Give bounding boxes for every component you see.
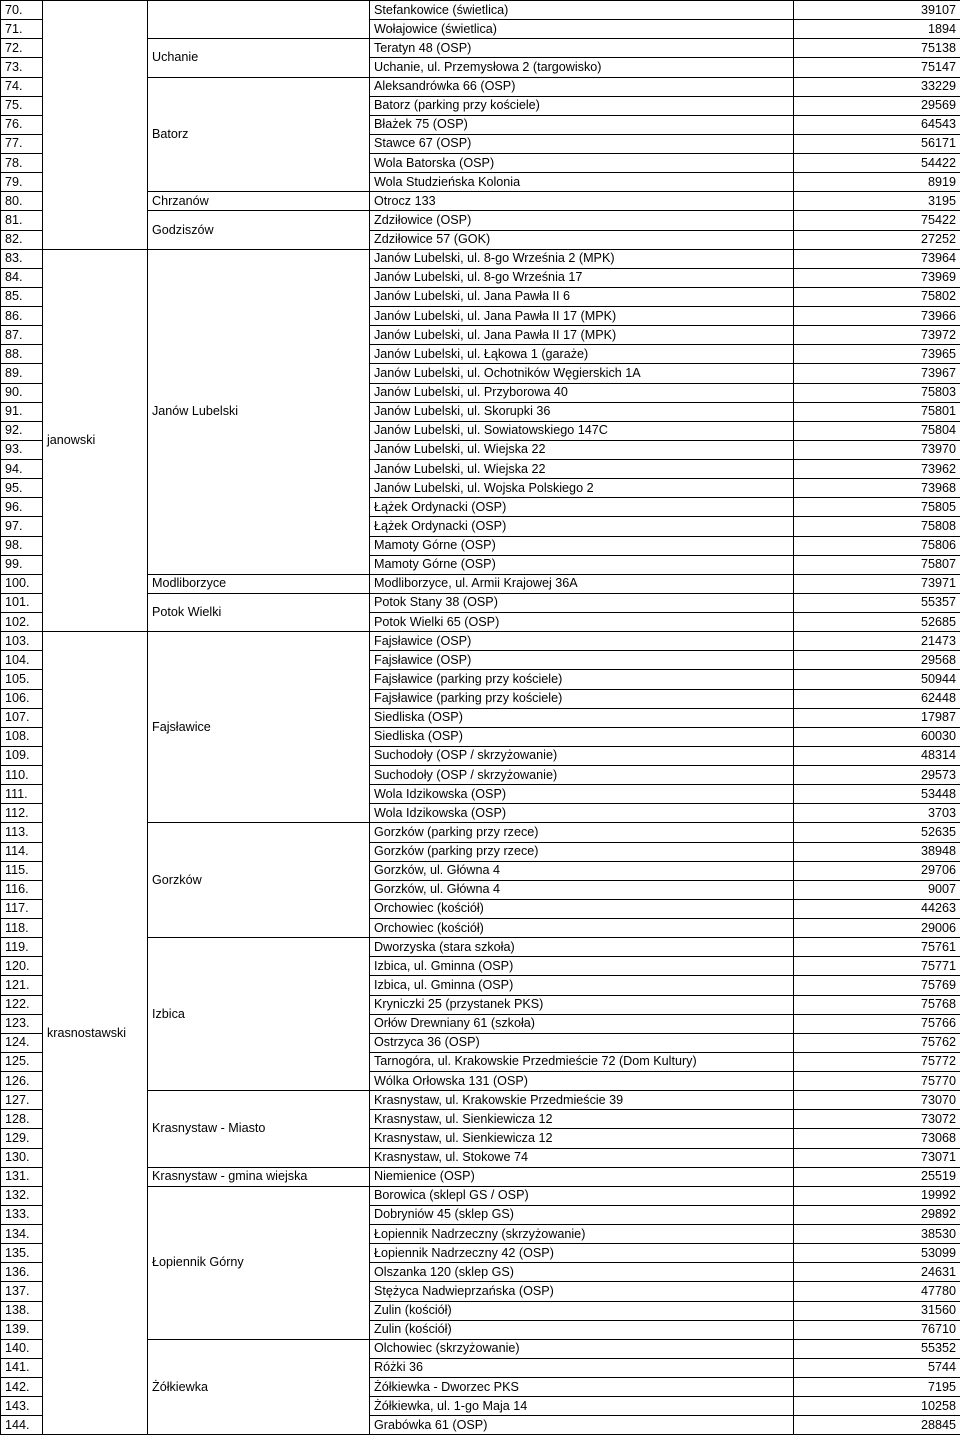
location-cell: Ostrzyca 36 (OSP) [370, 1033, 794, 1052]
location-cell: Janów Lubelski, ul. Przyborowa 40 [370, 383, 794, 402]
row-number: 97. [1, 517, 43, 536]
district-cell: krasnostawski [43, 632, 148, 1435]
row-number: 126. [1, 1072, 43, 1091]
gmina-cell: Potok Wielki [148, 593, 370, 631]
value-cell: 75802 [794, 287, 960, 306]
value-cell: 73967 [794, 364, 960, 383]
location-cell: Zdziłowice 57 (GOK) [370, 230, 794, 249]
row-number: 105. [1, 670, 43, 689]
location-cell: Batorz (parking przy kościele) [370, 96, 794, 115]
gmina-cell [148, 1, 370, 39]
location-cell: Zulin (kościół) [370, 1320, 794, 1339]
location-cell: Fajsławice (OSP) [370, 632, 794, 651]
value-cell: 73072 [794, 1110, 960, 1129]
value-cell: 21473 [794, 632, 960, 651]
location-cell: Grabówka 61 (OSP) [370, 1416, 794, 1435]
value-cell: 55352 [794, 1339, 960, 1358]
row-number: 143. [1, 1397, 43, 1416]
row-number: 96. [1, 498, 43, 517]
row-number: 140. [1, 1339, 43, 1358]
row-number: 111. [1, 785, 43, 804]
row-number: 81. [1, 211, 43, 230]
value-cell: 17987 [794, 708, 960, 727]
value-cell: 75769 [794, 976, 960, 995]
location-cell: Krasnystaw, ul. Sienkiewicza 12 [370, 1129, 794, 1148]
value-cell: 25519 [794, 1167, 960, 1186]
location-cell: Borowica (sklepl GS / OSP) [370, 1186, 794, 1205]
value-cell: 75761 [794, 938, 960, 957]
gmina-cell: Krasnystaw - gmina wiejska [148, 1167, 370, 1186]
value-cell: 75807 [794, 555, 960, 574]
value-cell: 73971 [794, 574, 960, 593]
location-cell: Janów Lubelski, ul. Łąkowa 1 (garaże) [370, 345, 794, 364]
value-cell: 29706 [794, 861, 960, 880]
location-cell: Orchowiec (kościół) [370, 919, 794, 938]
row-number: 144. [1, 1416, 43, 1435]
value-cell: 39107 [794, 1, 960, 20]
row-number: 121. [1, 976, 43, 995]
location-cell: Potok Wielki 65 (OSP) [370, 613, 794, 632]
location-cell: Wola Batorska (OSP) [370, 154, 794, 173]
row-number: 87. [1, 326, 43, 345]
row-number: 77. [1, 134, 43, 153]
value-cell: 38530 [794, 1225, 960, 1244]
gmina-cell: Janów Lubelski [148, 249, 370, 574]
row-number: 106. [1, 689, 43, 708]
location-cell: Łążek Ordynacki (OSP) [370, 517, 794, 536]
location-cell: Fajsławice (parking przy kościele) [370, 670, 794, 689]
value-cell: 73965 [794, 345, 960, 364]
row-number: 115. [1, 861, 43, 880]
row-number: 94. [1, 460, 43, 479]
row-number: 89. [1, 364, 43, 383]
location-cell: Izbica, ul. Gminna (OSP) [370, 957, 794, 976]
value-cell: 52635 [794, 823, 960, 842]
row-number: 78. [1, 154, 43, 173]
value-cell: 75805 [794, 498, 960, 517]
value-cell: 53448 [794, 785, 960, 804]
location-cell: Uchanie, ul. Przemysłowa 2 (targowisko) [370, 58, 794, 77]
row-number: 123. [1, 1014, 43, 1033]
row-number: 137. [1, 1282, 43, 1301]
location-cell: Janów Lubelski, ul. Jana Pawła II 6 [370, 287, 794, 306]
row-number: 132. [1, 1186, 43, 1205]
row-number: 116. [1, 880, 43, 899]
row-number: 70. [1, 1, 43, 20]
row-number: 128. [1, 1110, 43, 1129]
row-number: 142. [1, 1378, 43, 1397]
row-number: 85. [1, 287, 43, 306]
location-cell: Mamoty Górne (OSP) [370, 536, 794, 555]
location-cell: Potok Stany 38 (OSP) [370, 593, 794, 612]
value-cell: 75768 [794, 995, 960, 1014]
location-cell: Stężyca Nadwieprzańska (OSP) [370, 1282, 794, 1301]
location-cell: Janów Lubelski, ul. Jana Pawła II 17 (MPK) [370, 326, 794, 345]
location-cell: Stefankowice (świetlica) [370, 1, 794, 20]
value-cell: 75801 [794, 402, 960, 421]
value-cell: 73964 [794, 249, 960, 268]
value-cell: 29892 [794, 1205, 960, 1224]
row-number: 119. [1, 938, 43, 957]
row-number: 130. [1, 1148, 43, 1167]
location-cell: Aleksandrówka 66 (OSP) [370, 77, 794, 96]
location-cell: Fajsławice (OSP) [370, 651, 794, 670]
row-number: 125. [1, 1052, 43, 1071]
row-number: 108. [1, 727, 43, 746]
value-cell: 73071 [794, 1148, 960, 1167]
location-cell: Gorzków (parking przy rzece) [370, 842, 794, 861]
location-cell: Błażek 75 (OSP) [370, 115, 794, 134]
row-number: 113. [1, 823, 43, 842]
location-cell: Janów Lubelski, ul. Sowiatowskiego 147C [370, 421, 794, 440]
location-cell: Krasnystaw, ul. Stokowe 74 [370, 1148, 794, 1167]
value-cell: 9007 [794, 880, 960, 899]
location-cell: Niemienice (OSP) [370, 1167, 794, 1186]
location-cell: Zdziłowice (OSP) [370, 211, 794, 230]
value-cell: 28845 [794, 1416, 960, 1435]
location-cell: Dworzyska (stara szkoła) [370, 938, 794, 957]
location-cell: Gorzków, ul. Główna 4 [370, 861, 794, 880]
location-cell: Orłów Drewniany 61 (szkoła) [370, 1014, 794, 1033]
row-number: 92. [1, 421, 43, 440]
row-number: 103. [1, 632, 43, 651]
value-cell: 75803 [794, 383, 960, 402]
value-cell: 48314 [794, 746, 960, 765]
gmina-cell: Batorz [148, 77, 370, 192]
row-number: 117. [1, 899, 43, 918]
row-number: 124. [1, 1033, 43, 1052]
row-number: 134. [1, 1225, 43, 1244]
gmina-cell: Chrzanów [148, 192, 370, 211]
location-cell: Janów Lubelski, ul. Wojska Polskiego 2 [370, 479, 794, 498]
gmina-cell: Łopiennik Górny [148, 1186, 370, 1339]
value-cell: 73962 [794, 460, 960, 479]
row-number: 112. [1, 804, 43, 823]
row-number: 83. [1, 249, 43, 268]
value-cell: 73972 [794, 326, 960, 345]
gmina-cell: Modliborzyce [148, 574, 370, 593]
value-cell: 75138 [794, 39, 960, 58]
gmina-cell: Krasnystaw - Miasto [148, 1091, 370, 1168]
value-cell: 10258 [794, 1397, 960, 1416]
location-cell: Kryniczki 25 (przystanek PKS) [370, 995, 794, 1014]
value-cell: 24631 [794, 1263, 960, 1282]
row-number: 100. [1, 574, 43, 593]
row-number: 122. [1, 995, 43, 1014]
value-cell: 47780 [794, 1282, 960, 1301]
row-number: 129. [1, 1129, 43, 1148]
location-cell: Janów Lubelski, ul. Jana Pawła II 17 (MPK) [370, 307, 794, 326]
value-cell: 62448 [794, 689, 960, 708]
location-cell: Teratyn 48 (OSP) [370, 39, 794, 58]
row-number: 139. [1, 1320, 43, 1339]
value-cell: 55357 [794, 593, 960, 612]
gmina-cell: Uchanie [148, 39, 370, 77]
value-cell: 76710 [794, 1320, 960, 1339]
value-cell: 52685 [794, 613, 960, 632]
row-number: 74. [1, 77, 43, 96]
gmina-cell: Izbica [148, 938, 370, 1091]
row-number: 72. [1, 39, 43, 58]
value-cell: 19992 [794, 1186, 960, 1205]
row-number: 86. [1, 307, 43, 326]
value-cell: 75422 [794, 211, 960, 230]
value-cell: 73969 [794, 268, 960, 287]
location-cell: Suchodoły (OSP / skrzyżowanie) [370, 746, 794, 765]
location-cell: Janów Lubelski, ul. Ochotników Węgierskich 1A [370, 364, 794, 383]
value-cell: 75804 [794, 421, 960, 440]
location-cell: Olchowiec (skrzyżowanie) [370, 1339, 794, 1358]
row-number: 75. [1, 96, 43, 115]
location-cell: Wola Studzieńska Kolonia [370, 173, 794, 192]
value-cell: 8919 [794, 173, 960, 192]
value-cell: 38948 [794, 842, 960, 861]
value-cell: 31560 [794, 1301, 960, 1320]
location-cell: Żółkiewka, ul. 1-go Maja 14 [370, 1397, 794, 1416]
value-cell: 5744 [794, 1358, 960, 1377]
row-number: 136. [1, 1263, 43, 1282]
row-number: 80. [1, 192, 43, 211]
value-cell: 29568 [794, 651, 960, 670]
location-cell: Janów Lubelski, ul. Wiejska 22 [370, 460, 794, 479]
value-cell: 75770 [794, 1072, 960, 1091]
value-cell: 44263 [794, 899, 960, 918]
row-number: 71. [1, 20, 43, 39]
row-number: 98. [1, 536, 43, 555]
location-cell: Janów Lubelski, ul. Skorupki 36 [370, 402, 794, 421]
location-cell: Mamoty Górne (OSP) [370, 555, 794, 574]
row-number: 82. [1, 230, 43, 249]
value-cell: 29573 [794, 766, 960, 785]
gmina-cell: Żółkiewka [148, 1339, 370, 1435]
district-cell [43, 1, 148, 250]
location-cell: Izbica, ul. Gminna (OSP) [370, 976, 794, 995]
location-cell: Gorzków, ul. Główna 4 [370, 880, 794, 899]
row-number: 127. [1, 1091, 43, 1110]
row-number: 79. [1, 173, 43, 192]
row-number: 120. [1, 957, 43, 976]
row-number: 114. [1, 842, 43, 861]
row-number: 133. [1, 1205, 43, 1224]
location-cell: Siedliska (OSP) [370, 727, 794, 746]
location-cell: Olszanka 120 (sklep GS) [370, 1263, 794, 1282]
row-number: 110. [1, 766, 43, 785]
location-cell: Stawce 67 (OSP) [370, 134, 794, 153]
value-cell: 3195 [794, 192, 960, 211]
location-cell: Gorzków (parking przy rzece) [370, 823, 794, 842]
row-number: 102. [1, 613, 43, 632]
location-cell: Janów Lubelski, ul. 8-go Września 2 (MPK) [370, 249, 794, 268]
location-cell: Różki 36 [370, 1358, 794, 1377]
location-cell: Żółkiewka - Dworzec PKS [370, 1378, 794, 1397]
location-cell: Zulin (kościół) [370, 1301, 794, 1320]
gmina-cell: Godziszów [148, 211, 370, 249]
location-cell: Dobryniów 45 (sklep GS) [370, 1205, 794, 1224]
row-number: 84. [1, 268, 43, 287]
location-cell: Suchodoły (OSP / skrzyżowanie) [370, 766, 794, 785]
row-number: 135. [1, 1244, 43, 1263]
value-cell: 7195 [794, 1378, 960, 1397]
location-cell: Wola Idzikowska (OSP) [370, 804, 794, 823]
gmina-cell: Gorzków [148, 823, 370, 938]
row-number: 131. [1, 1167, 43, 1186]
location-cell: Siedliska (OSP) [370, 708, 794, 727]
gmina-cell: Fajsławice [148, 632, 370, 823]
value-cell: 1894 [794, 20, 960, 39]
value-cell: 73968 [794, 479, 960, 498]
row-number: 109. [1, 746, 43, 765]
value-cell: 64543 [794, 115, 960, 134]
value-cell: 75147 [794, 58, 960, 77]
value-cell: 75771 [794, 957, 960, 976]
location-cell: Krasnystaw, ul. Sienkiewicza 12 [370, 1110, 794, 1129]
location-cell: Łopiennik Nadrzeczny 42 (OSP) [370, 1244, 794, 1263]
row-number: 118. [1, 919, 43, 938]
table-row [1, 1, 960, 20]
row-number: 104. [1, 651, 43, 670]
value-cell: 75772 [794, 1052, 960, 1071]
location-cell: Wólka Orłowska 131 (OSP) [370, 1072, 794, 1091]
row-number: 91. [1, 402, 43, 421]
value-cell: 73966 [794, 307, 960, 326]
value-cell: 73070 [794, 1091, 960, 1110]
value-cell: 29006 [794, 919, 960, 938]
location-cell: Tarnogóra, ul. Krakowskie Przedmieście 72 (Dom Kultury) [370, 1052, 794, 1071]
value-cell: 33229 [794, 77, 960, 96]
value-cell: 50944 [794, 670, 960, 689]
value-cell: 75766 [794, 1014, 960, 1033]
value-cell: 3703 [794, 804, 960, 823]
value-cell: 56171 [794, 134, 960, 153]
row-number: 93. [1, 440, 43, 459]
location-cell: Orchowiec (kościół) [370, 899, 794, 918]
row-number: 73. [1, 58, 43, 77]
row-number: 90. [1, 383, 43, 402]
location-cell: Łopiennik Nadrzeczny (skrzyżowanie) [370, 1225, 794, 1244]
row-number: 88. [1, 345, 43, 364]
location-cell: Fajsławice (parking przy kościele) [370, 689, 794, 708]
row-number: 99. [1, 555, 43, 574]
location-cell: Otrocz 133 [370, 192, 794, 211]
table-row [1, 249, 960, 268]
location-cell: Modliborzyce, ul. Armii Krajowej 36A [370, 574, 794, 593]
value-cell: 75762 [794, 1033, 960, 1052]
location-cell: Łążek Ordynacki (OSP) [370, 498, 794, 517]
row-number: 138. [1, 1301, 43, 1320]
value-cell: 29569 [794, 96, 960, 115]
value-cell: 75808 [794, 517, 960, 536]
value-cell: 54422 [794, 154, 960, 173]
location-cell: Janów Lubelski, ul. Wiejska 22 [370, 440, 794, 459]
location-cell: Wołajowice (świetlica) [370, 20, 794, 39]
table-row [1, 632, 960, 651]
value-cell: 53099 [794, 1244, 960, 1263]
value-cell: 27252 [794, 230, 960, 249]
district-cell: janowski [43, 249, 148, 632]
row-number: 107. [1, 708, 43, 727]
row-number: 95. [1, 479, 43, 498]
location-cell: Wola Idzikowska (OSP) [370, 785, 794, 804]
location-cell: Krasnystaw, ul. Krakowskie Przedmieście 39 [370, 1091, 794, 1110]
location-cell: Janów Lubelski, ul. 8-go Września 17 [370, 268, 794, 287]
value-cell: 73068 [794, 1129, 960, 1148]
value-cell: 75806 [794, 536, 960, 555]
row-number: 101. [1, 593, 43, 612]
row-number: 76. [1, 115, 43, 134]
table-body [1, 1, 960, 1435]
value-cell: 73970 [794, 440, 960, 459]
row-number: 141. [1, 1358, 43, 1377]
value-cell: 60030 [794, 727, 960, 746]
